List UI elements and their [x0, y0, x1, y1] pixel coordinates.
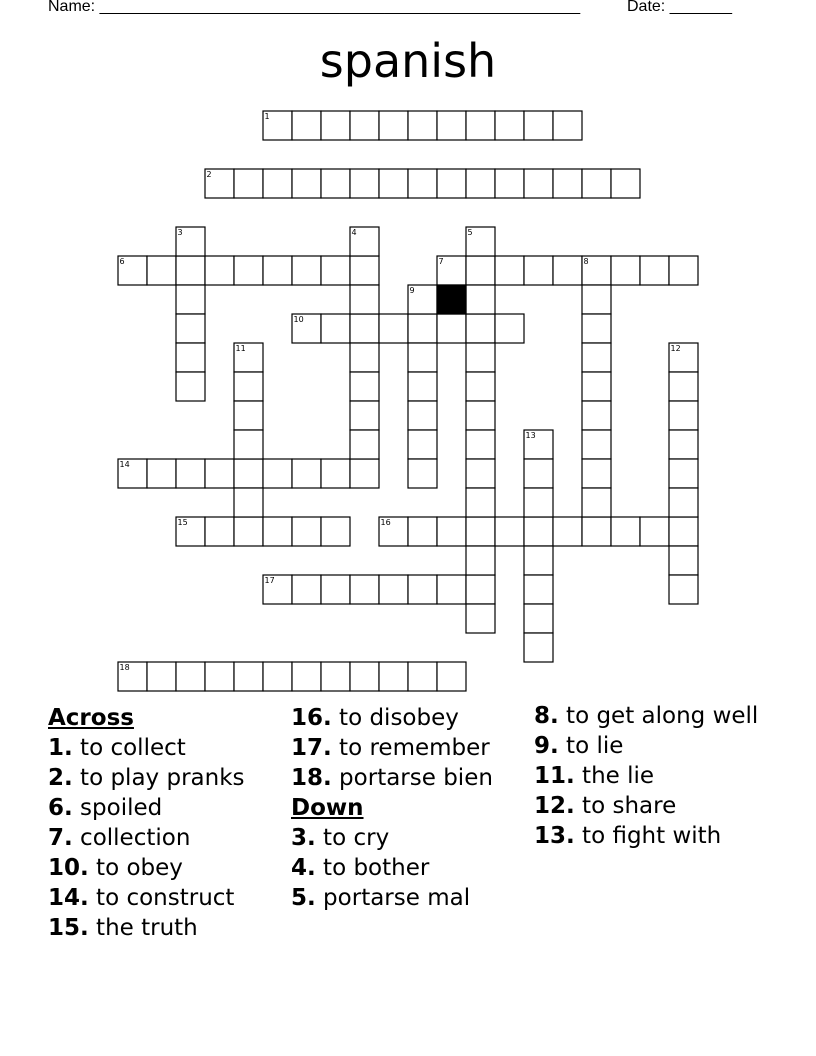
cell-number: 18 — [119, 663, 130, 672]
grid-cell[interactable] — [292, 111, 321, 140]
clue-item — [534, 733, 764, 759]
cell-number: 12 — [670, 344, 681, 353]
grid-cell[interactable] — [321, 517, 350, 546]
clue-number: 5. — [291, 885, 316, 911]
grid-cell[interactable] — [495, 169, 524, 198]
grid-cell[interactable] — [234, 459, 263, 488]
grid-cell[interactable] — [669, 430, 698, 459]
grid-cell[interactable] — [582, 314, 611, 343]
grid-cell[interactable] — [466, 488, 495, 517]
cell-number: 5 — [467, 228, 473, 237]
clue-item — [534, 793, 764, 819]
clue-heading: Across — [48, 705, 134, 731]
grid-cell[interactable] — [176, 372, 205, 401]
clue-text: portarse bien — [331, 765, 493, 791]
cell-number: 8 — [583, 257, 589, 266]
grid-cell[interactable] — [408, 430, 437, 459]
grid-cell[interactable] — [466, 285, 495, 314]
clue-text: to bother — [315, 855, 430, 881]
grid-cell[interactable] — [553, 169, 582, 198]
grid-cell[interactable] — [234, 517, 263, 546]
grid-cell[interactable] — [524, 517, 553, 546]
clue-item — [291, 733, 531, 763]
grid-cell[interactable] — [553, 256, 582, 285]
grid-cell[interactable] — [495, 517, 524, 546]
grid-cell[interactable] — [582, 401, 611, 430]
date-field[interactable]: Date: _______ — [627, 0, 732, 15]
cell-number: 2 — [206, 170, 212, 179]
grid-cell[interactable] — [176, 285, 205, 314]
grid-cell[interactable] — [408, 401, 437, 430]
clue-item — [48, 823, 288, 853]
cell-number: 7 — [438, 257, 444, 266]
clue-item — [534, 763, 764, 789]
clue-number: 6. — [48, 795, 73, 821]
grid-cell[interactable] — [408, 372, 437, 401]
grid-cell[interactable] — [669, 488, 698, 517]
grid-cell[interactable] — [263, 662, 292, 691]
clue-item — [48, 853, 288, 883]
clue-text: portarse mal — [315, 885, 471, 911]
grid-cell[interactable] — [292, 517, 321, 546]
cell-number: 17 — [264, 576, 275, 585]
clue-text: to get along well — [558, 703, 759, 729]
clue-text: to construct — [88, 885, 235, 911]
clue-item — [48, 793, 288, 823]
grid-cell[interactable] — [408, 517, 437, 546]
grid-cell[interactable] — [350, 343, 379, 372]
grid-cell[interactable] — [350, 430, 379, 459]
grid-cell[interactable] — [234, 169, 263, 198]
grid-cell[interactable] — [582, 285, 611, 314]
clue-number: 7. — [48, 825, 73, 851]
clue-text: the truth — [88, 915, 198, 941]
grid-cell[interactable] — [524, 575, 553, 604]
grid-cell[interactable] — [176, 459, 205, 488]
grid-cell[interactable] — [582, 459, 611, 488]
grid-cell[interactable] — [582, 372, 611, 401]
grid-cell[interactable] — [350, 111, 379, 140]
cell-number: 4 — [351, 228, 357, 237]
grid-cell[interactable] — [379, 575, 408, 604]
grid-cell[interactable] — [350, 314, 379, 343]
grid-cell[interactable] — [524, 604, 553, 633]
grid-cell[interactable] — [640, 256, 669, 285]
grid-cell[interactable] — [379, 111, 408, 140]
grid-cell[interactable] — [524, 111, 553, 140]
grid-cell[interactable] — [582, 488, 611, 517]
grid-cell[interactable] — [263, 256, 292, 285]
grid-cell[interactable] — [205, 662, 234, 691]
clue-number: 13. — [534, 823, 575, 849]
grid-cell[interactable] — [350, 256, 379, 285]
grid-cell[interactable] — [582, 169, 611, 198]
grid-cell[interactable] — [176, 314, 205, 343]
clue-text: to share — [574, 793, 677, 819]
grid-cell[interactable] — [292, 459, 321, 488]
grid-cell[interactable] — [524, 633, 553, 662]
clue-number: 2. — [48, 765, 73, 791]
grid-cell[interactable] — [495, 256, 524, 285]
grid-cell[interactable] — [466, 430, 495, 459]
clue-item — [48, 733, 288, 763]
grid-cell[interactable] — [495, 111, 524, 140]
grid-cell[interactable] — [321, 575, 350, 604]
grid-cell[interactable] — [234, 662, 263, 691]
clue-number: 16. — [291, 705, 332, 731]
clue-text: to play pranks — [72, 765, 245, 791]
grid-cell[interactable] — [147, 256, 176, 285]
clue-number: 15. — [48, 915, 89, 941]
grid-cell[interactable] — [176, 662, 205, 691]
grid-cell[interactable] — [466, 459, 495, 488]
grid-cell[interactable] — [582, 517, 611, 546]
grid-cell[interactable] — [437, 314, 466, 343]
clue-column-1 — [48, 703, 288, 943]
grid-cell[interactable] — [176, 343, 205, 372]
grid-cell[interactable] — [350, 459, 379, 488]
grid-cell[interactable] — [408, 314, 437, 343]
cell-number: 13 — [525, 431, 536, 440]
cell-number: 16 — [380, 518, 391, 527]
grid-cell[interactable] — [234, 430, 263, 459]
grid-cell[interactable] — [321, 169, 350, 198]
grid-cell[interactable] — [466, 401, 495, 430]
clue-item — [534, 823, 764, 849]
grid-cell[interactable] — [234, 488, 263, 517]
black-cell — [437, 285, 466, 314]
grid-cell[interactable] — [524, 256, 553, 285]
grid-cell[interactable] — [640, 517, 669, 546]
grid-cell[interactable] — [350, 662, 379, 691]
grid-cell[interactable] — [292, 256, 321, 285]
clue-number: 4. — [291, 855, 316, 881]
clue-text: to cry — [315, 825, 390, 851]
grid-cell[interactable] — [669, 256, 698, 285]
clue-column-3 — [534, 703, 764, 853]
grid-cell[interactable] — [669, 546, 698, 575]
grid-cell[interactable] — [350, 575, 379, 604]
cell-number: 14 — [119, 460, 130, 469]
cell-number: 3 — [177, 228, 183, 237]
grid-cell[interactable] — [408, 575, 437, 604]
name-field[interactable]: Name: ______________________________________________________ — [48, 0, 581, 15]
grid-cell[interactable] — [466, 517, 495, 546]
grid-cell[interactable] — [669, 575, 698, 604]
puzzle-title: spanish — [319, 34, 497, 88]
grid-cell[interactable] — [263, 459, 292, 488]
clue-heading: Down — [291, 795, 364, 821]
grid-cell[interactable] — [147, 459, 176, 488]
grid-cell[interactable] — [582, 430, 611, 459]
grid-cell[interactable] — [379, 662, 408, 691]
clue-text: to collect — [72, 735, 186, 761]
cell-number: 1 — [264, 112, 270, 121]
clue-number: 3. — [291, 825, 316, 851]
clue-item — [291, 853, 531, 883]
clue-text: spoiled — [72, 795, 163, 821]
clue-text: the lie — [574, 763, 655, 789]
clue-number: 1. — [48, 735, 73, 761]
clue-number: 10. — [48, 855, 89, 881]
grid-cell[interactable] — [466, 343, 495, 372]
grid-cell[interactable] — [205, 459, 234, 488]
clue-item — [291, 883, 531, 913]
clue-number: 14. — [48, 885, 89, 911]
grid-cell[interactable] — [669, 372, 698, 401]
grid-cell[interactable] — [292, 169, 321, 198]
clue-text: to lie — [558, 733, 624, 759]
cell-number: 6 — [119, 257, 125, 266]
grid-cell[interactable] — [321, 662, 350, 691]
grid-cell[interactable] — [466, 314, 495, 343]
clue-text: collection — [72, 825, 191, 851]
grid-cell[interactable] — [408, 343, 437, 372]
clue-column-2 — [291, 703, 531, 913]
grid-cell[interactable] — [147, 662, 176, 691]
clue-text: to obey — [88, 855, 183, 881]
grid-cell[interactable] — [205, 517, 234, 546]
clue-text: to fight with — [574, 823, 722, 849]
grid-cell[interactable] — [437, 575, 466, 604]
grid-cell[interactable] — [582, 343, 611, 372]
grid-cell[interactable] — [553, 111, 582, 140]
grid-cell[interactable] — [466, 546, 495, 575]
clue-item — [48, 763, 288, 793]
clue-item — [291, 703, 531, 733]
grid-cell[interactable] — [263, 169, 292, 198]
grid-cell[interactable] — [379, 169, 408, 198]
clue-number: 8. — [534, 703, 559, 729]
grid-cell[interactable] — [321, 314, 350, 343]
grid-cell[interactable] — [321, 256, 350, 285]
grid-cell[interactable] — [524, 488, 553, 517]
grid-cell[interactable] — [669, 517, 698, 546]
grid-cell[interactable] — [524, 169, 553, 198]
clue-item — [534, 703, 764, 729]
clue-item — [48, 883, 288, 913]
grid-cell[interactable] — [437, 111, 466, 140]
grid-cell[interactable] — [611, 169, 640, 198]
grid-cell[interactable] — [234, 256, 263, 285]
grid-cell[interactable] — [321, 111, 350, 140]
grid-cell[interactable] — [466, 372, 495, 401]
clue-number: 18. — [291, 765, 332, 791]
grid-cell[interactable] — [321, 459, 350, 488]
grid-cell[interactable] — [466, 169, 495, 198]
clue-item — [291, 763, 531, 793]
clue-item — [291, 823, 531, 853]
clue-number: 9. — [534, 733, 559, 759]
grid-cell[interactable] — [350, 169, 379, 198]
grid-cell[interactable] — [379, 314, 408, 343]
grid-cell[interactable] — [408, 662, 437, 691]
grid-cell[interactable] — [611, 517, 640, 546]
grid-cell[interactable] — [408, 169, 437, 198]
cell-number: 10 — [293, 315, 304, 324]
grid-cell[interactable] — [466, 575, 495, 604]
grid-cell[interactable] — [350, 285, 379, 314]
clue-item — [48, 913, 288, 943]
grid-cell[interactable] — [466, 256, 495, 285]
clue-number: 12. — [534, 793, 575, 819]
grid-cell[interactable] — [437, 662, 466, 691]
clue-text: to disobey — [331, 705, 459, 731]
grid-cell[interactable] — [495, 314, 524, 343]
grid-cell[interactable] — [234, 372, 263, 401]
grid-cell[interactable] — [292, 662, 321, 691]
grid-cell[interactable] — [176, 256, 205, 285]
clue-number: 11. — [534, 763, 575, 789]
grid-cell[interactable] — [408, 111, 437, 140]
grid-cell[interactable] — [205, 256, 234, 285]
grid-cell[interactable] — [466, 111, 495, 140]
grid-cell[interactable] — [292, 575, 321, 604]
grid-cell[interactable] — [611, 256, 640, 285]
grid-cell[interactable] — [437, 169, 466, 198]
grid-cell[interactable] — [524, 546, 553, 575]
grid-cell[interactable] — [669, 459, 698, 488]
cell-number: 15 — [177, 518, 188, 527]
cell-number: 9 — [409, 286, 415, 295]
grid-cell[interactable] — [524, 459, 553, 488]
grid-cell[interactable] — [669, 401, 698, 430]
grid-cell[interactable] — [263, 517, 292, 546]
grid-cell[interactable] — [437, 517, 466, 546]
clue-text: to remember — [331, 735, 490, 761]
grid-cell[interactable] — [553, 517, 582, 546]
clue-number: 17. — [291, 735, 332, 761]
grid-cell[interactable] — [350, 401, 379, 430]
grid-cell[interactable] — [466, 604, 495, 633]
grid-cell[interactable] — [408, 459, 437, 488]
cell-number: 11 — [235, 344, 246, 353]
grid-cell[interactable] — [234, 401, 263, 430]
grid-cell[interactable] — [350, 372, 379, 401]
